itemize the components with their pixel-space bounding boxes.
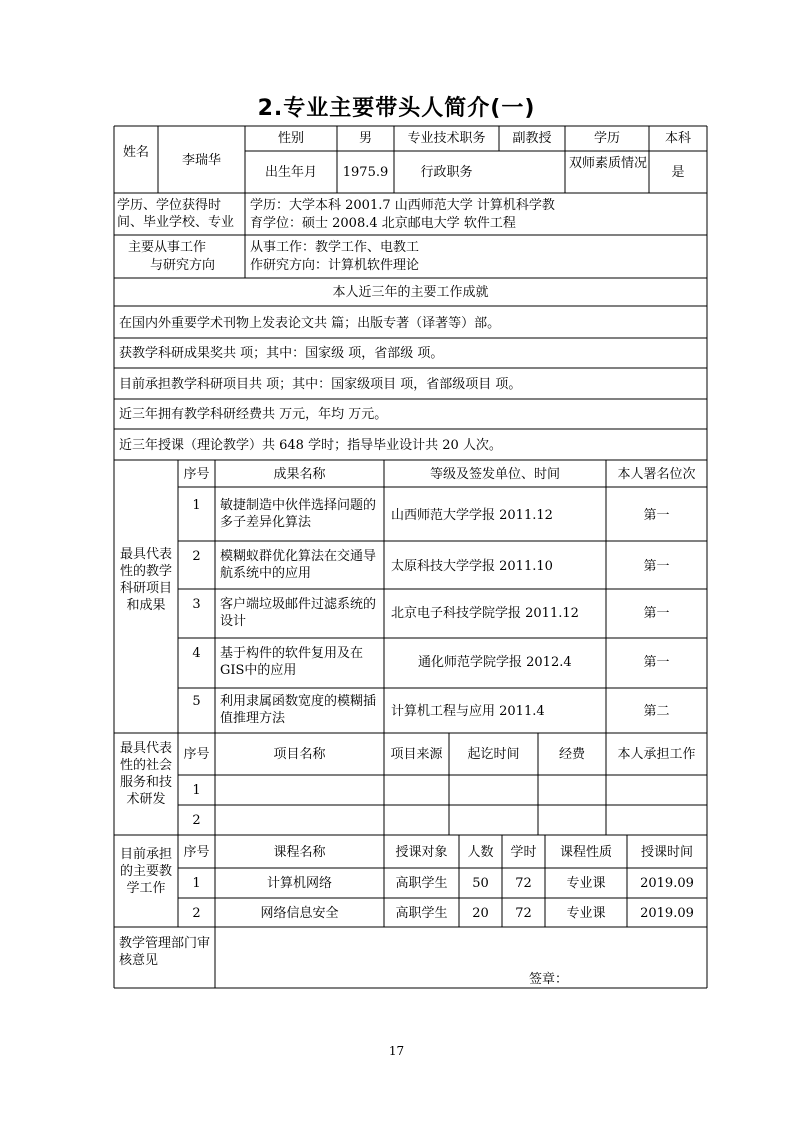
service-header-source: 项目来源 — [390, 747, 443, 762]
achievement-projects: 目前承担教学科研项目共 项；其中：国家级项目 项，省部级项目 项。 — [119, 377, 522, 392]
teaching-row-2-no: 2 — [192, 906, 201, 921]
admin-label: 行政职务 — [420, 165, 473, 180]
education-value: 本科 — [664, 131, 691, 146]
name-label: 姓名 — [122, 145, 149, 160]
degree-label: 学历、学位获得时间、毕业学校、专业 — [117, 198, 235, 230]
achievement-funding: 近三年拥有教学科研经费共 万元，年均 万元。 — [119, 407, 388, 422]
research-row-5-name: 利用隶属函数宽度的模糊插值推理方法 — [220, 694, 377, 726]
birth-label: 出生年月 — [264, 165, 317, 180]
achievements-heading: 本人近三年的主要工作成就 — [332, 285, 489, 300]
research-row-1-unit: 山西师范大学学报 2011.12 — [391, 508, 553, 523]
review-label: 教学管理部门审核意见 — [119, 936, 211, 968]
title-value: 副教授 — [512, 131, 552, 146]
research-header-unit: 等级及签发单位、时间 — [429, 467, 560, 482]
research-header-name: 成果名称 — [273, 467, 326, 482]
teaching-row-2-count: 20 — [472, 906, 489, 921]
gender-label: 性别 — [277, 131, 304, 146]
teaching-row-1-count: 50 — [472, 876, 489, 891]
teaching-row-2-nature: 专业课 — [566, 906, 606, 921]
service-header-role: 本人承担工作 — [617, 747, 696, 762]
work-label-line-1: 主要从事工作 — [128, 240, 207, 255]
teaching-row-1-hours: 72 — [515, 876, 532, 891]
dual-label: 双师素质情况 — [569, 156, 648, 171]
achievement-papers: 在国内外重要学术刊物上发表论文共 篇；出版专著（译著等）部。 — [119, 316, 501, 331]
research-row-3-name: 客户端垃圾邮件过滤系统的设计 — [220, 597, 377, 629]
teaching-header-time: 授课时间 — [640, 845, 693, 860]
teaching-row-1-nature: 专业课 — [566, 876, 606, 891]
birth-value: 1975.9 — [342, 165, 389, 180]
service-header-name: 项目名称 — [273, 747, 326, 762]
title-label: 专业技术职务 — [407, 131, 486, 146]
research-row-2-rank: 第一 — [643, 559, 670, 574]
research-header-rank: 本人署名位次 — [617, 467, 696, 482]
research-row-5-no: 5 — [192, 694, 201, 709]
research-row-2-name: 模糊蚁群优化算法在交通导航系统中的应用 — [220, 549, 377, 581]
research-row-1-no: 1 — [192, 498, 201, 513]
research-row-3-unit: 北京电子科技学院学报 2011.12 — [391, 606, 579, 621]
research-row-4-no: 4 — [192, 646, 201, 661]
research-row-4-unit: 通化师范学院学报 2012.4 — [418, 655, 572, 670]
teaching-row-1-target: 高职学生 — [395, 876, 448, 891]
work-label-line-2: 与研究方向 — [150, 258, 216, 273]
teaching-header-no: 序号 — [183, 845, 210, 860]
achievement-teaching: 近三年授课（理论教学）共 648 学时；指导毕业设计共 20 人次。 — [119, 438, 502, 453]
teaching-section-label: 目前承担的主要教学工作 — [120, 847, 173, 896]
research-row-1-name: 敏捷制造中伙伴选择问题的多子差异化算法 — [220, 498, 377, 530]
degree-line-2: 育学位：硕士 2008.4 北京邮电大学 软件工程 — [250, 216, 516, 231]
teaching-row-1-time: 2019.09 — [640, 876, 694, 891]
research-row-1-rank: 第一 — [643, 508, 670, 523]
research-row-4-rank: 第一 — [643, 655, 670, 670]
teaching-header-target: 授课对象 — [395, 845, 448, 860]
teaching-row-2-target: 高职学生 — [395, 906, 448, 921]
achievement-awards: 获教学科研成果奖共 项；其中：国家级 项，省部级 项。 — [119, 346, 444, 361]
service-row-1-no: 1 — [192, 783, 201, 798]
dual-value: 是 — [671, 165, 685, 180]
teaching-header-nature: 课程性质 — [559, 845, 612, 860]
research-row-5-unit: 计算机工程与应用 2011.4 — [391, 704, 545, 719]
research-row-2-no: 2 — [192, 549, 201, 564]
research-row-4-name: 基于构件的软件复用及在GIS中的应用 — [220, 646, 364, 678]
teaching-row-2-time: 2019.09 — [640, 906, 694, 921]
teaching-row-1-no: 1 — [192, 876, 201, 891]
teaching-row-2-course: 网络信息安全 — [260, 906, 339, 921]
teaching-header-hours: 学时 — [510, 845, 537, 860]
service-section-label: 最具代表性的社会服务和技术研发 — [120, 741, 173, 807]
research-row-2-unit: 太原科技大学学报 2011.10 — [391, 559, 553, 574]
page-title: 2.专业主要带头人简介(一) — [257, 96, 536, 121]
research-row-3-rank: 第一 — [643, 606, 670, 621]
service-header-no: 序号 — [183, 747, 210, 762]
service-row-2-no: 2 — [192, 813, 201, 828]
teaching-header-course: 课程名称 — [273, 845, 326, 860]
research-section-label: 最具代表性的教学科研项目和成果 — [120, 547, 173, 613]
research-row-5-rank: 第二 — [643, 704, 670, 719]
service-header-period: 起讫时间 — [467, 747, 520, 762]
name-value: 李瑞华 — [181, 153, 221, 168]
research-row-3-no: 3 — [192, 597, 201, 612]
review-sign-label: 签章： — [529, 972, 569, 987]
research-header-no: 序号 — [183, 467, 210, 482]
page-number: 17 — [388, 1044, 405, 1058]
degree-line-1: 学历：大学本科 2001.7 山西师范大学 计算机科学教 — [250, 198, 555, 213]
work-line-2: 作研究方向：计算机软件理论 — [250, 258, 420, 273]
education-label: 学历 — [593, 131, 620, 146]
service-header-funding: 经费 — [558, 747, 585, 762]
gender-value: 男 — [358, 131, 372, 146]
work-line-1: 从事工作：教学工作、电教工 — [250, 240, 420, 255]
teaching-row-1-course: 计算机网络 — [266, 876, 332, 891]
teaching-header-count: 人数 — [467, 845, 494, 860]
teaching-row-2-hours: 72 — [515, 906, 532, 921]
